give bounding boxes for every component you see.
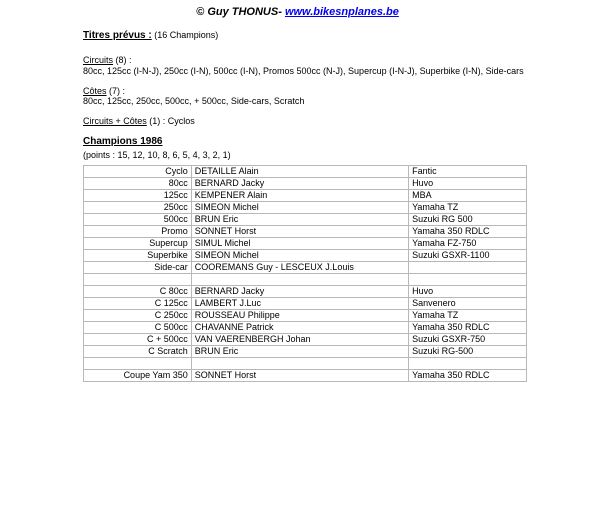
bike-cell: Suzuki RG 500 bbox=[409, 213, 527, 225]
table-row bbox=[84, 321, 527, 333]
copyright-text: © Guy THONUS- bbox=[196, 6, 285, 18]
champions-title: Champions 1986 bbox=[83, 135, 163, 147]
titres-count: (16 Champions) bbox=[154, 30, 219, 40]
rider-cell: BRUN Eric bbox=[191, 213, 408, 225]
category-cell bbox=[84, 357, 192, 369]
table-row bbox=[84, 201, 527, 213]
titres-section bbox=[83, 30, 553, 42]
category-cell: 80cc bbox=[84, 177, 192, 189]
category-cell: 125cc bbox=[84, 189, 192, 201]
table-row bbox=[84, 285, 527, 297]
category-cell: Side-car bbox=[84, 261, 192, 273]
bike-cell: Yamaha FZ-750 bbox=[409, 237, 527, 249]
cotes-list: 80cc, 125cc, 250cc, 500cc, + 500cc, Side-cars, Scratch bbox=[83, 96, 305, 107]
rider-cell: BERNARD Jacky bbox=[191, 177, 408, 189]
bike-cell: Suzuki RG-500 bbox=[409, 345, 527, 357]
circuits-cotes-label: Circuits + Côtes bbox=[83, 116, 147, 127]
table-row bbox=[84, 297, 527, 309]
category-cell: 250cc bbox=[84, 201, 192, 213]
table-row bbox=[84, 213, 527, 225]
rider-cell: SIMUL Michel bbox=[191, 237, 408, 249]
circuits-cotes-section bbox=[83, 116, 553, 127]
rider-cell: SONNET Horst bbox=[191, 369, 408, 381]
category-cell: Promo bbox=[84, 225, 192, 237]
table-row bbox=[84, 273, 527, 285]
bike-cell: Suzuki GSXR-1100 bbox=[409, 249, 527, 261]
table-row bbox=[84, 225, 527, 237]
bike-cell: Yamaha 350 RDLC bbox=[409, 369, 527, 381]
bike-cell: Huvo bbox=[409, 285, 527, 297]
category-cell: C + 500cc bbox=[84, 333, 192, 345]
bike-cell: MBA bbox=[409, 189, 527, 201]
bike-cell: Sanvenero bbox=[409, 297, 527, 309]
rider-cell bbox=[191, 273, 408, 285]
circuits-label: Circuits bbox=[83, 55, 114, 65]
rider-cell: SIMEON Michel bbox=[191, 249, 408, 261]
category-cell: 500cc bbox=[84, 213, 192, 225]
table-row bbox=[84, 261, 527, 273]
cotes-heading bbox=[83, 86, 553, 97]
category-cell: Supercup bbox=[84, 237, 192, 249]
table-row bbox=[84, 249, 527, 261]
bike-cell: Yamaha TZ bbox=[409, 201, 527, 213]
bike-cell: Yamaha TZ bbox=[409, 309, 527, 321]
rider-cell: COOREMANS Guy - LESCEUX J.Louis bbox=[191, 261, 408, 273]
category-cell: Superbike bbox=[84, 249, 192, 261]
rider-cell: LAMBERT J.Luc bbox=[191, 297, 408, 309]
table-row bbox=[84, 177, 527, 189]
category-cell: C 250cc bbox=[84, 309, 192, 321]
rider-cell: VAN VAERENBERGH Johan bbox=[191, 333, 408, 345]
document-body bbox=[83, 30, 553, 382]
bike-cell: Huvo bbox=[409, 177, 527, 189]
bike-cell bbox=[409, 357, 527, 369]
table-row bbox=[84, 369, 527, 381]
table-row bbox=[84, 333, 527, 345]
table-row bbox=[84, 189, 527, 201]
circuits-list: 80cc, 125cc (I-N-J), 250cc (I-N), 500cc (I-N), Promos 500cc (N-J), Supercup (I-N-J), Superbike (I-N), Side-cars bbox=[83, 65, 524, 76]
table-row bbox=[84, 309, 527, 321]
bike-cell bbox=[409, 261, 527, 273]
rider-cell: BRUN Eric bbox=[191, 345, 408, 357]
bike-cell: Yamaha 350 RDLC bbox=[409, 321, 527, 333]
cotes-section bbox=[83, 86, 553, 108]
category-cell: Coupe Yam 350 bbox=[84, 369, 192, 381]
category-cell: Cyclo bbox=[84, 165, 192, 177]
category-cell: C 125cc bbox=[84, 297, 192, 309]
category-cell: C 500cc bbox=[84, 321, 192, 333]
bike-cell bbox=[409, 273, 527, 285]
category-cell: C 80cc bbox=[84, 285, 192, 297]
table-row bbox=[84, 345, 527, 357]
table-row bbox=[84, 165, 527, 177]
champions-table bbox=[83, 165, 527, 382]
bike-cell: Fantic bbox=[409, 165, 527, 177]
circuits-count: (8) : bbox=[115, 55, 132, 65]
rider-cell: SONNET Horst bbox=[191, 225, 408, 237]
page-header bbox=[0, 6, 595, 19]
cotes-label: Côtes bbox=[83, 85, 107, 96]
table-row bbox=[84, 357, 527, 369]
rider-cell: ROUSSEAU Philippe bbox=[191, 309, 408, 321]
points-scale: (points : 15, 12, 10, 8, 6, 5, 4, 3, 2, 1) bbox=[83, 149, 231, 160]
rider-cell bbox=[191, 357, 408, 369]
bike-cell: Yamaha 350 RDLC bbox=[409, 225, 527, 237]
category-cell: C Scratch bbox=[84, 345, 192, 357]
titres-heading: Titres prévus : bbox=[83, 30, 152, 41]
circuits-section bbox=[83, 55, 553, 77]
rider-cell: BERNARD Jacky bbox=[191, 285, 408, 297]
rider-cell: DETAILLE Alain bbox=[191, 165, 408, 177]
table-row bbox=[84, 237, 527, 249]
rider-cell: KEMPENER Alain bbox=[191, 189, 408, 201]
champions-table-body bbox=[84, 165, 527, 381]
circuits-cotes-rest: (1) : Cyclos bbox=[149, 116, 195, 127]
rider-cell: SIMEON Michel bbox=[191, 201, 408, 213]
cotes-count: (7) : bbox=[109, 85, 126, 96]
rider-cell: CHAVANNE Patrick bbox=[191, 321, 408, 333]
circuits-heading bbox=[83, 55, 553, 66]
bike-cell: Suzuki GSXR-750 bbox=[409, 333, 527, 345]
site-link[interactable]: www.bikesnplanes.be bbox=[284, 6, 399, 18]
category-cell bbox=[84, 273, 192, 285]
